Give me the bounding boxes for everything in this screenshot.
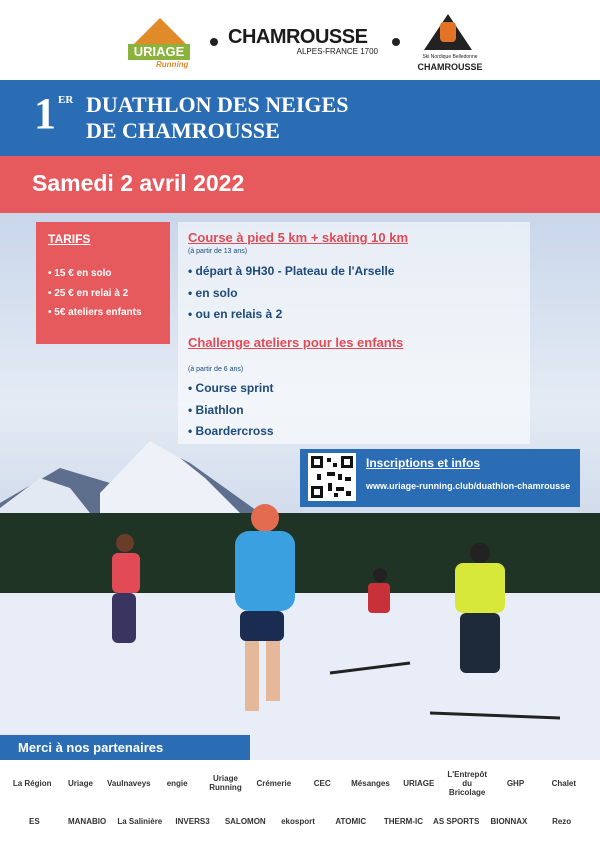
partner-logo: engie <box>166 778 188 788</box>
ski-logo-name: CHAMROUSSE <box>417 62 483 72</box>
challenge-age: (à partir de 6 ans) <box>188 366 244 373</box>
partner-logo: Rezo <box>552 816 572 826</box>
challenge-heading: Challenge ateliers pour les enfants <box>188 335 404 350</box>
partner-logo: MANABIO <box>67 816 107 826</box>
chamrousse-logo <box>228 26 378 56</box>
partner-logo: INVERS3 <box>175 816 210 826</box>
partner-logo: URIAGE <box>403 778 435 788</box>
course-age: (à partir de 13 ans) <box>188 248 248 255</box>
tarif-item: • 25 € en relai à 2 <box>48 288 129 299</box>
partner-logo: Chalet <box>551 778 577 788</box>
course-item: • ou en relais à 2 <box>188 307 283 321</box>
partner-logo: GHP <box>506 778 525 788</box>
challenge-item: • Biathlon <box>188 403 244 417</box>
tarif-item: • 15 € en solo <box>48 268 112 279</box>
challenge-item: • Boardercross <box>188 424 274 438</box>
qr-code[interactable] <box>308 453 356 501</box>
title-superscript: ER <box>58 94 74 106</box>
partner-logo: Uriage <box>68 778 93 788</box>
partner-logo: Vaulnaveys <box>107 778 151 788</box>
partner-logo: ES <box>29 816 40 826</box>
mountain-icon <box>134 18 186 44</box>
inscriptions-link[interactable]: www.uriage-running.club/duathlon-chamrousse <box>366 481 571 491</box>
partner-logo: La Salinière <box>117 816 163 826</box>
partner-logo: BIONNAX <box>490 816 528 826</box>
uriage-logo-sub: Running <box>156 60 189 69</box>
chamrousse-logo-sub: ALPES-FRANCE 1700 <box>296 47 378 56</box>
forest <box>0 513 600 603</box>
course-item: • départ à 9H30 - Plateau de l'Arselle <box>188 264 395 278</box>
partner-logo: SALOMON <box>224 816 266 826</box>
partner-logo: Crémerie <box>256 778 292 788</box>
event-date: Samedi 2 avril 2022 <box>32 170 245 196</box>
partner-logo: THERM-IC <box>383 816 423 826</box>
partner-logo: Mésanges <box>351 778 390 788</box>
partner-logo: La Région <box>12 778 52 788</box>
ski-logo-sub: Ski Nordique Belledonne <box>422 54 478 60</box>
title-line-1: DUATHLON DES NEIGES <box>86 92 349 117</box>
snowy-peak <box>100 441 240 513</box>
tarifs-title: TARIFS <box>48 232 91 246</box>
uriage-logo-text: URIAGE <box>128 44 190 60</box>
partner-logo: ATOMIC <box>335 816 367 826</box>
partner-logo: AS SPORTS <box>433 816 480 826</box>
title-line-2: DE CHAMROUSSE <box>86 118 280 143</box>
bullet-dot <box>210 38 218 46</box>
partner-logo: CEC <box>313 778 331 788</box>
partner-logo: L'Entrepôt du Bricolage <box>447 769 487 797</box>
inscriptions-title: Inscriptions et infos <box>366 456 481 470</box>
qr-code-icon <box>308 453 356 501</box>
tarif-item: • 5€ ateliers enfants <box>48 307 142 318</box>
partner-logo: Uriage Running <box>209 774 242 792</box>
chamrousse-logo-text: CHAMROUSSE <box>228 26 368 48</box>
bullet-dot <box>392 38 400 46</box>
course-heading: Course à pied 5 km + skating 10 km <box>188 230 409 245</box>
ski-nordique-logo <box>410 14 490 76</box>
partner-logo: ekosport <box>281 816 315 826</box>
skier-icon <box>440 22 456 42</box>
challenge-item: • Course sprint <box>188 381 274 395</box>
uriage-running-logo <box>128 18 198 68</box>
partners-title: Merci à nos partenaires <box>18 740 164 755</box>
course-item: • en solo <box>188 286 238 300</box>
title-number: 1 <box>34 89 56 138</box>
